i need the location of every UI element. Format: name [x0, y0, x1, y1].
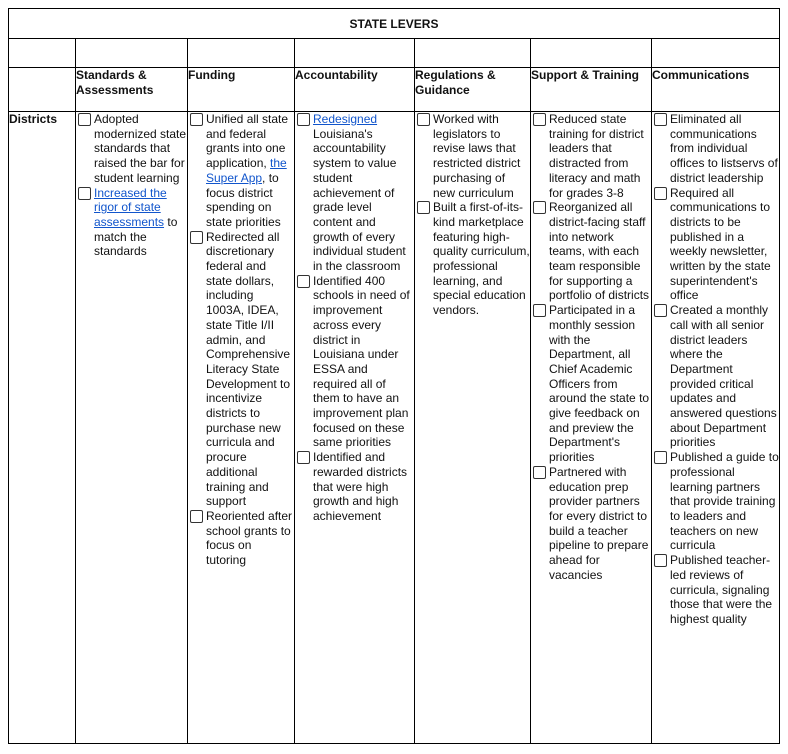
row-label-districts: Districts: [9, 112, 76, 744]
checklist-item: [295, 112, 414, 274]
checkbox[interactable]: [190, 231, 203, 244]
checklist-item: [652, 186, 779, 304]
item-text: Reoriented after school grants to focus on tutoring: [206, 508, 293, 568]
checkbox[interactable]: [654, 187, 667, 200]
header-support-training: Support & Training: [531, 68, 652, 112]
checkbox[interactable]: [417, 201, 430, 214]
item-text: Eliminated all communications from individual offices to listservs of district leadership: [670, 112, 778, 185]
item-text: Identified and rewarded districts that were high growth and high achievement: [313, 450, 408, 523]
header-accountability: Accountability: [295, 68, 415, 112]
checkbox[interactable]: [78, 187, 91, 200]
state-levers-table: [8, 8, 780, 744]
item-text: Participated in a monthly session with the Department, all Chief Academic Officers from around the state to give feedback on and preview the Department's priorities: [549, 303, 650, 465]
item-text: to match the standards: [94, 214, 178, 259]
header-standards-assessments: Standards & Assessments: [76, 68, 188, 112]
checkbox[interactable]: [297, 113, 310, 126]
item-text: Partnered with education prep provider partners for every district to build a teacher pipeline to prepare ahead for vacancies: [549, 464, 649, 582]
item-link[interactable]: Redesigned: [313, 112, 378, 126]
districts-row: [9, 112, 780, 744]
checklist-item: [295, 274, 414, 450]
checklist-item: [415, 200, 530, 318]
checkbox[interactable]: [297, 275, 310, 288]
checkbox[interactable]: [190, 510, 203, 523]
item-text: Reduced state training for district leaders that distracted from literacy and math for grades 3-8: [549, 112, 644, 200]
item-text: Identified 400 schools in need of improvement across every district in Louisiana under ESSA and required all of them to have an improvement plan focused on these same priorities: [313, 273, 410, 450]
cell-support-training: [531, 112, 652, 744]
checkbox[interactable]: [78, 113, 91, 126]
item-link[interactable]: the Super App: [206, 156, 287, 185]
header-corner: [9, 68, 76, 112]
checkbox[interactable]: [190, 113, 203, 126]
item-link[interactable]: Increased the rigor of state assessments: [94, 185, 167, 229]
checkbox[interactable]: [417, 113, 430, 126]
cell-communications: [652, 112, 780, 744]
header-funding: Funding: [188, 68, 295, 112]
table-title: STATE LEVERS: [9, 9, 780, 39]
checklist-item: [652, 450, 779, 553]
checklist-item: [531, 200, 651, 303]
checklist-item: [76, 186, 187, 260]
checkbox[interactable]: [654, 554, 667, 567]
checklist-item: [188, 112, 294, 230]
checklist-item: [188, 509, 294, 568]
header-communications: Communications: [652, 68, 780, 112]
checkbox[interactable]: [533, 466, 546, 479]
cell-funding: [188, 112, 295, 744]
checklist-item: [295, 450, 414, 524]
cell-standards-assessments: [76, 112, 188, 744]
item-text: Published a guide to professional learning partners that provide training to leaders and teachers on new curricula: [670, 450, 779, 553]
header-regulations-guidance: Regulations & Guidance: [415, 68, 531, 112]
checklist-item: [652, 112, 779, 186]
item-text: Louisiana's accountability system to value student achievement of grade level content and growth of every individual student in the classroom: [313, 126, 406, 274]
checkbox[interactable]: [297, 451, 310, 464]
checkbox[interactable]: [533, 201, 546, 214]
item-text: Reorganized all district-facing staff into network teams, with each team responsible for supporting a portfolio of districts: [549, 200, 650, 303]
header-row: [9, 68, 780, 112]
checklist-item: [531, 465, 651, 583]
item-text: , to focus district spending on state priorities: [206, 170, 281, 229]
checklist-item: [531, 112, 651, 200]
checkbox[interactable]: [533, 304, 546, 317]
item-text: Adopted modernized state standards that raised the bar for student learning: [94, 112, 187, 185]
checkbox[interactable]: [533, 113, 546, 126]
checkbox[interactable]: [654, 304, 667, 317]
item-text: Redirected all discretionary federal and state dollars, including 1003A, IDEA, state Title I/II admin, and Comprehensive Literacy State Development to incentivize districts to purchase new curricula and procure additional training and support: [206, 229, 291, 509]
item-text: Created a monthly call with all senior district leaders where the Department provided critical updates and answered questions about Department priorities: [670, 303, 777, 450]
checklist-item: [652, 553, 779, 627]
item-text: Published teacher-led reviews of curricula, signaling those that were the highest quality: [670, 553, 773, 626]
checklist-item: [188, 230, 294, 509]
checklist-item: [76, 112, 187, 186]
checklist-item: [531, 303, 651, 465]
item-text: Unified all state and federal grants into one application,: [206, 112, 289, 171]
checkbox[interactable]: [654, 113, 667, 126]
spacer-row: [9, 39, 780, 68]
cell-accountability: [295, 112, 415, 744]
checklist-item: [415, 112, 530, 200]
checklist-item: [652, 303, 779, 450]
cell-regulations-guidance: [415, 112, 531, 744]
checkbox[interactable]: [654, 451, 667, 464]
item-text: Built a first-of-its-kind marketplace featuring high-quality curriculum, professional learning, and special education vendors.: [433, 200, 530, 318]
item-text: Worked with legislators to revise laws that restricted district purchasing of new curriculum: [433, 112, 521, 200]
item-text: Required all communications to districts to be published in a weekly newsletter, written by the state superintendent's office: [670, 185, 771, 303]
